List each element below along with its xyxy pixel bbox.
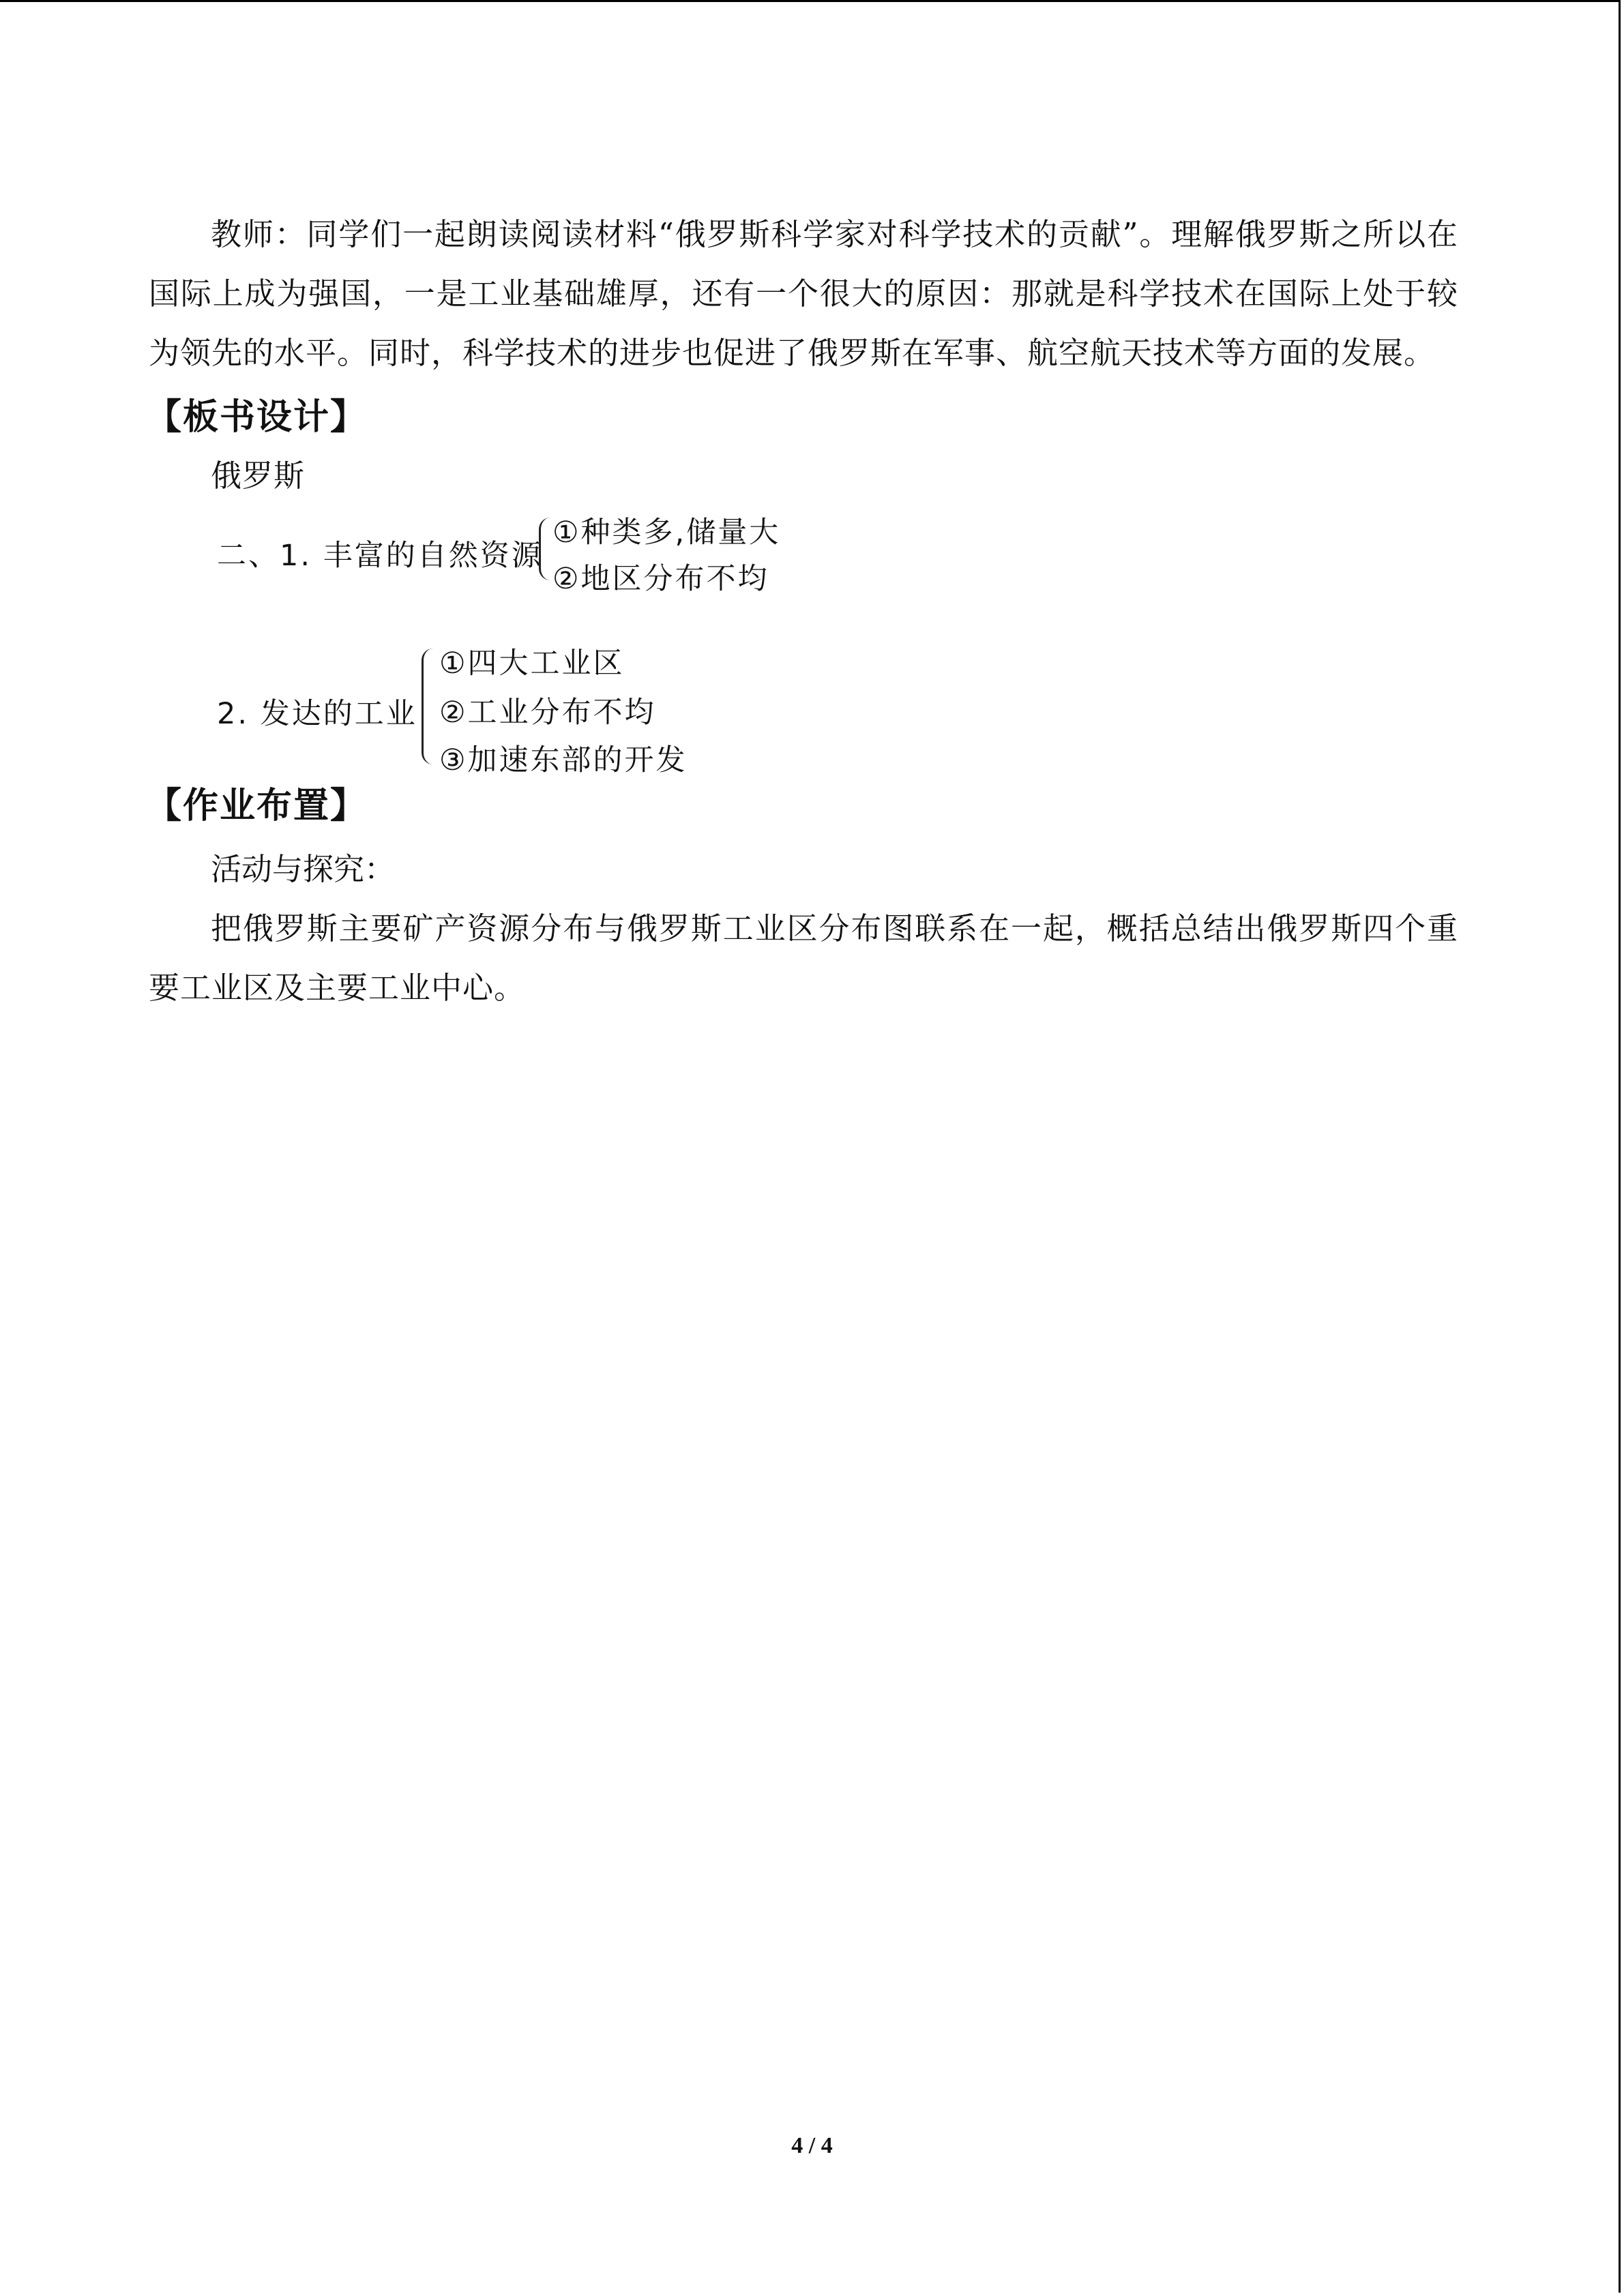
board-design-diagram xyxy=(149,451,1458,777)
homework-heading: 【作业布置】 xyxy=(146,786,368,826)
homework-subtitle: 活动与探究： xyxy=(211,851,396,887)
board-item1-point1: ①种类多,储量大 xyxy=(552,516,781,550)
board-item1-label: 二、1. 丰富的自然资源 xyxy=(217,539,543,573)
board-item2-label: 2. 发达的工业 xyxy=(217,697,417,731)
board-title: 俄罗斯 xyxy=(211,458,306,494)
page-number: 4 / 4 xyxy=(791,2133,833,2158)
document-body xyxy=(146,205,1458,1017)
teacher-paragraph: 教师：同学们一起朗读阅读材料“俄罗斯科学家对科学技术的贡献”。理解俄罗斯之所以在国际上成为强国，一是工业基础雄厚，还有一个很大的原因：那就是科学技术在国际上处于较为领先的水平。同时，科学技术的进步也促进了俄罗斯在军事、航空航天技术等方面的发展。 xyxy=(149,216,1458,371)
board-item2-point1: ①四大工业区 xyxy=(439,646,625,681)
board-item2-point3: ③加速东部的开发 xyxy=(439,743,688,777)
board-item1-point2: ②地区分布不均 xyxy=(552,562,769,596)
homework-paragraph: 把俄罗斯主要矿产资源分布与俄罗斯工业区分布图联系在一起，概括总结出俄罗斯四个重要工业区及主要工业中心。 xyxy=(149,910,1458,1006)
board-design-heading: 【板书设计】 xyxy=(146,397,368,438)
board-item2-point2: ②工业分布不均 xyxy=(439,696,656,730)
brace-1 xyxy=(539,518,550,580)
brace-2 xyxy=(422,648,433,764)
